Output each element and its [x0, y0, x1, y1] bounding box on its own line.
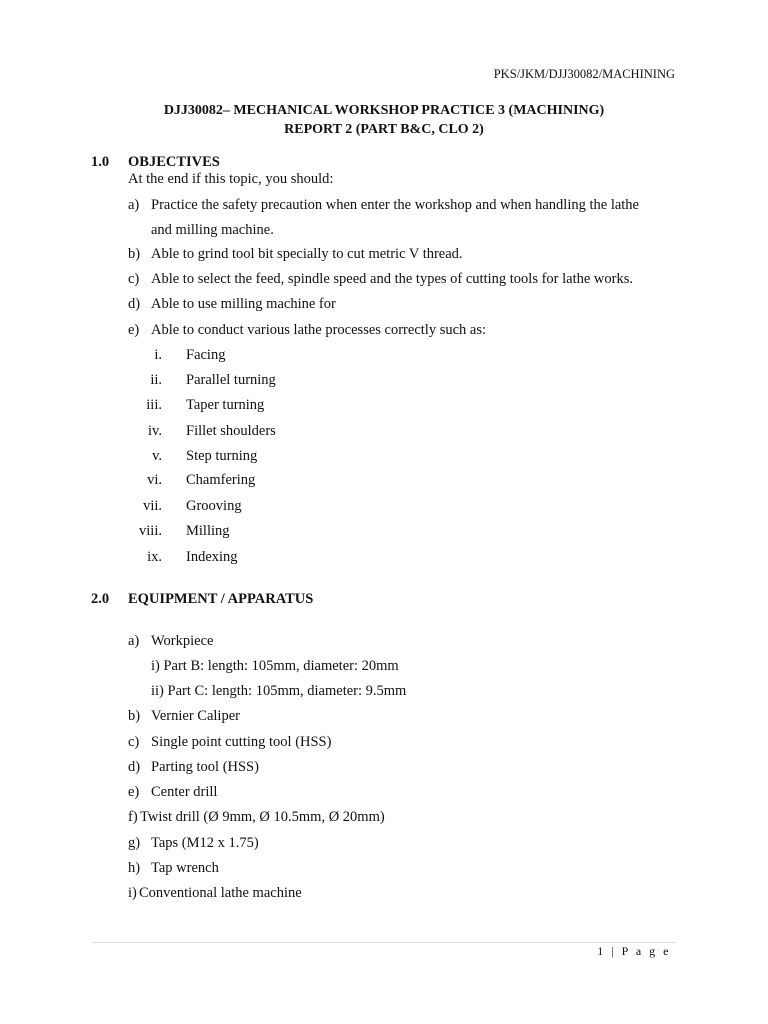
process-number: ii. [150, 372, 162, 388]
process-name: Fillet shoulders [186, 423, 276, 439]
process-number: iv. [148, 423, 162, 439]
equipment-subitem: i) Part B: length: 105mm, diameter: 20mm [151, 658, 399, 674]
equipment-subitem: ii) Part C: length: 105mm, diameter: 9.5mm [151, 683, 407, 699]
equipment-label: h) [128, 860, 141, 876]
objective-text: Able to use milling machine for [151, 296, 336, 312]
equipment-item: Vernier Caliper [151, 708, 240, 724]
objective-label: b) [128, 246, 141, 262]
objective-text: Able to grind tool bit specially to cut metric V thread. [151, 246, 463, 262]
process-name: Taper turning [186, 397, 265, 413]
document-subtitle: REPORT 2 (PART B&C, CLO 2) [284, 122, 484, 137]
process-name: Milling [186, 523, 230, 539]
equipment-label: d) [128, 759, 141, 775]
process-number: viii. [139, 523, 162, 539]
process-name: Indexing [186, 549, 238, 565]
document-title: DJJ30082– MECHANICAL WORKSHOP PRACTICE 3 (MACHINING) [163, 103, 605, 118]
objective-label: e) [128, 322, 140, 338]
equipment-label: c) [128, 734, 140, 750]
objective-text: Practice the safety precaution when enter the workshop and when handling the lathe [151, 197, 639, 213]
equipment-item: Center drill [151, 784, 218, 800]
section-1-title: OBJECTIVES [128, 154, 220, 170]
equipment-item: Tap wrench [151, 860, 219, 876]
objective-text: and milling machine. [151, 222, 274, 238]
equipment-label: i) [128, 885, 137, 901]
process-number: i. [154, 347, 162, 363]
equipment-item: Twist drill (Ø 9mm, Ø 10.5mm, Ø 20mm) [140, 809, 385, 825]
footer-divider [91, 942, 677, 943]
objective-label: a) [128, 197, 140, 213]
process-number: vi. [147, 472, 162, 488]
process-name: Step turning [186, 448, 258, 464]
objective-label: d) [128, 296, 141, 312]
objective-label: c) [128, 271, 140, 287]
equipment-item: Taps (M12 x 1.75) [151, 835, 259, 851]
objective-text: Able to conduct various lathe processes correctly such as: [151, 322, 487, 338]
equipment-item: Workpiece [151, 633, 214, 649]
objective-text: Able to select the feed, spindle speed and the types of cutting tools for lathe works. [151, 271, 633, 287]
equipment-item: Single point cutting tool (HSS) [151, 734, 332, 750]
process-name: Parallel turning [186, 372, 276, 388]
section-1-intro: At the end if this topic, you should: [128, 171, 334, 187]
process-number: v. [152, 448, 162, 464]
process-name: Chamfering [186, 472, 256, 488]
process-name: Grooving [186, 498, 242, 514]
section-1-number: 1.0 [91, 154, 110, 170]
section-2-title: EQUIPMENT / APPARATUS [128, 591, 314, 607]
equipment-label: e) [128, 784, 140, 800]
equipment-label: f) [128, 809, 138, 825]
process-name: Facing [186, 347, 226, 363]
equipment-item: Parting tool (HSS) [151, 759, 259, 775]
process-number: vii. [143, 498, 162, 514]
document-reference: PKS/JKM/DJJ30082/MACHINING [493, 67, 675, 81]
process-number: iii. [146, 397, 162, 413]
process-number: ix. [147, 549, 162, 565]
section-2-number: 2.0 [91, 591, 110, 607]
equipment-label: g) [128, 835, 141, 851]
page-number: 1 | P a g e [597, 944, 671, 958]
equipment-label: b) [128, 708, 141, 724]
equipment-item: Conventional lathe machine [139, 885, 302, 901]
equipment-label: a) [128, 633, 140, 649]
